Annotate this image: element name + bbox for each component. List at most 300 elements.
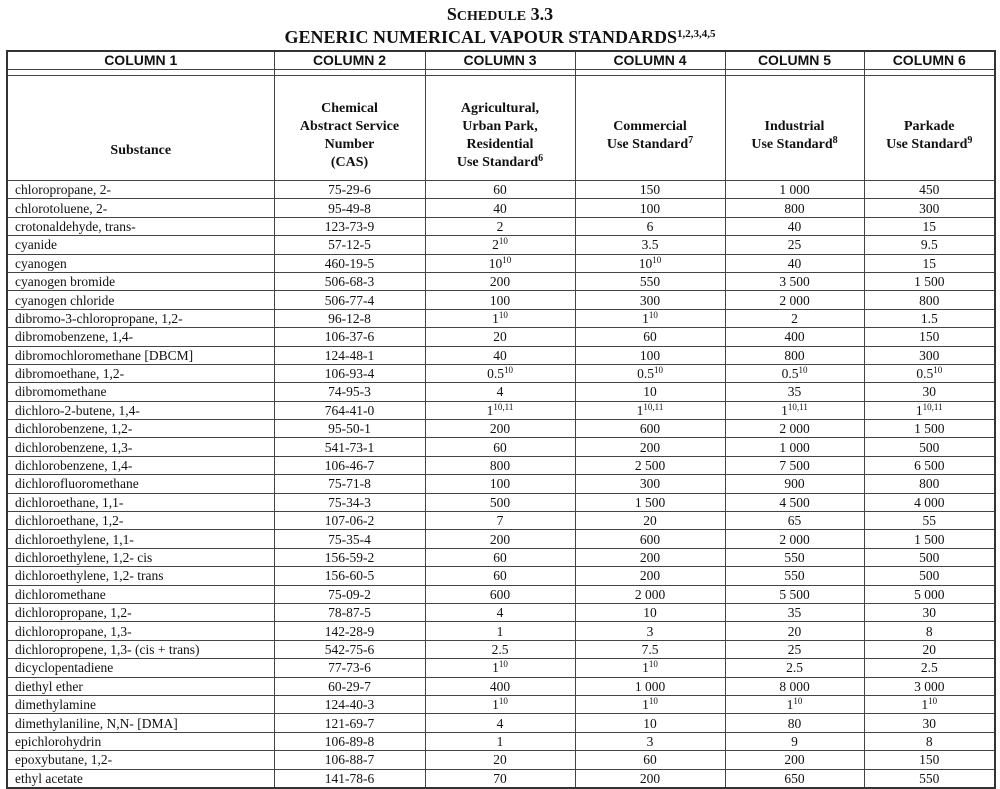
parkade-cell bbox=[864, 512, 995, 530]
industrial-cell bbox=[725, 475, 864, 493]
standard-value: 1 bbox=[636, 402, 644, 418]
cas-number-cell: 124-48-1 bbox=[274, 346, 425, 364]
standard-value: 2 500 bbox=[634, 458, 666, 474]
standard-value: 8 000 bbox=[779, 678, 810, 694]
standard-value: 10 bbox=[643, 715, 657, 731]
table-row bbox=[7, 456, 995, 474]
standard-value: 500 bbox=[489, 494, 511, 510]
cas-number-cell: 75-34-3 bbox=[274, 493, 425, 511]
cas-number-cell: 57-12-5 bbox=[274, 236, 425, 254]
standard-value: 1 bbox=[496, 733, 504, 749]
substance-cell: ethyl acetate bbox=[7, 769, 274, 788]
standard-value: 1 bbox=[496, 623, 504, 639]
industrial-cell bbox=[725, 309, 864, 327]
cas-number-cell: 74-95-3 bbox=[274, 383, 425, 401]
industrial-cell bbox=[725, 456, 864, 474]
table-row bbox=[7, 695, 995, 713]
header-line: Use Standard bbox=[456, 155, 539, 170]
vapour-standards-table bbox=[6, 50, 996, 789]
standard-value: 35 bbox=[787, 605, 802, 621]
industrial-cell bbox=[725, 346, 864, 364]
standard-value: 30 bbox=[922, 384, 936, 400]
standard-value: 40 bbox=[787, 255, 802, 271]
cas-number-cell: 124-40-3 bbox=[274, 695, 425, 713]
header-footnote: 7 bbox=[688, 135, 694, 146]
substance-cell: dichloroethylene, 1,2- trans bbox=[7, 567, 274, 585]
standard-value: 600 bbox=[639, 421, 661, 437]
agricultural-urban-residential-cell bbox=[425, 254, 575, 272]
commercial-cell bbox=[575, 420, 725, 438]
commercial-cell bbox=[575, 254, 725, 272]
standard-value: 650 bbox=[784, 770, 805, 786]
substance-cell: dichloromethane bbox=[7, 585, 274, 603]
industrial-cell bbox=[725, 438, 864, 456]
table-row bbox=[7, 475, 995, 493]
parkade-cell bbox=[864, 475, 995, 493]
substance-cell: dichloro-2-butene, 1,4- bbox=[7, 401, 274, 419]
header-line: Use Standard bbox=[751, 137, 833, 152]
value-footnote: 10 bbox=[648, 659, 658, 670]
value-footnote: 10 bbox=[502, 254, 512, 265]
industrial-cell bbox=[725, 217, 864, 235]
standard-value: 1 bbox=[781, 402, 788, 418]
standard-value: 2.5 bbox=[491, 641, 509, 657]
header-line: Abstract Service bbox=[299, 119, 400, 134]
commercial-cell bbox=[575, 585, 725, 603]
column-description-text bbox=[300, 84, 399, 172]
substance-cell: dichloroethane, 1,2- bbox=[7, 512, 274, 530]
parkade-cell bbox=[864, 291, 995, 309]
table-row bbox=[7, 659, 995, 677]
column-description-header bbox=[274, 76, 425, 181]
cas-number-cell: 541-73-1 bbox=[274, 438, 425, 456]
cas-number-cell: 107-06-2 bbox=[274, 512, 425, 530]
table-row bbox=[7, 254, 995, 272]
agricultural-urban-residential-cell bbox=[425, 585, 575, 603]
commercial-cell bbox=[575, 438, 725, 456]
table-row bbox=[7, 199, 995, 217]
agricultural-urban-residential-cell bbox=[425, 291, 575, 309]
standard-value: 4 bbox=[496, 715, 504, 731]
substance-cell: dichloropropane, 1,2- bbox=[7, 603, 274, 621]
parkade-cell bbox=[864, 493, 995, 511]
standard-value: 3 000 bbox=[914, 678, 945, 694]
header-line: Use Standard bbox=[886, 137, 968, 152]
standard-value: 300 bbox=[919, 200, 940, 216]
standard-value: 1 500 bbox=[914, 421, 945, 437]
table-row bbox=[7, 732, 995, 750]
standard-value: 1 500 bbox=[914, 274, 945, 290]
substance-cell: crotonaldehyde, trans- bbox=[7, 217, 274, 235]
standard-value: 60 bbox=[643, 752, 657, 768]
standard-value: 800 bbox=[919, 292, 940, 308]
standard-value: 1 bbox=[492, 697, 499, 713]
commercial-cell bbox=[575, 291, 725, 309]
header-line: Urban Park, bbox=[462, 119, 538, 134]
standard-value: 300 bbox=[639, 292, 661, 308]
header-line: Residential bbox=[466, 137, 534, 152]
substance-cell: dimethylaniline, N,N- [DMA] bbox=[7, 714, 274, 732]
header-line: Commercial bbox=[613, 119, 687, 134]
substance-cell: dichlorobenzene, 1,2- bbox=[7, 420, 274, 438]
header-line: Number bbox=[324, 137, 375, 152]
standard-value: 800 bbox=[784, 200, 805, 216]
header-line: Industrial bbox=[764, 119, 825, 134]
table-row bbox=[7, 181, 995, 199]
agricultural-urban-residential-cell bbox=[425, 420, 575, 438]
parkade-cell bbox=[864, 328, 995, 346]
commercial-cell bbox=[575, 199, 725, 217]
standard-value: 100 bbox=[639, 347, 661, 363]
standard-value: 30 bbox=[922, 715, 936, 731]
standard-value: 500 bbox=[919, 568, 940, 584]
standard-value: 7.5 bbox=[641, 641, 659, 657]
column-description-text bbox=[457, 84, 543, 172]
parkade-cell bbox=[864, 640, 995, 658]
substance-cell: dichlorofluoromethane bbox=[7, 475, 274, 493]
table-row bbox=[7, 328, 995, 346]
standard-value: 800 bbox=[489, 458, 511, 474]
table-row bbox=[7, 364, 995, 382]
cas-number-cell: 106-88-7 bbox=[274, 751, 425, 769]
standard-value: 3 500 bbox=[779, 274, 810, 290]
value-footnote: 10 bbox=[648, 309, 658, 320]
agricultural-urban-residential-cell bbox=[425, 328, 575, 346]
standard-value: 2 000 bbox=[634, 586, 666, 602]
standard-value: 4 500 bbox=[779, 494, 810, 510]
standard-value: 200 bbox=[489, 421, 511, 437]
table-row bbox=[7, 291, 995, 309]
standard-value: 900 bbox=[784, 476, 805, 492]
parkade-cell bbox=[864, 548, 995, 566]
parkade-cell bbox=[864, 254, 995, 272]
cas-number-cell: 106-37-6 bbox=[274, 328, 425, 346]
substance-cell: dichloropropene, 1,3- (cis + trans) bbox=[7, 640, 274, 658]
standard-value: 0.5 bbox=[487, 366, 504, 382]
commercial-cell bbox=[575, 401, 725, 419]
agricultural-urban-residential-cell bbox=[425, 309, 575, 327]
table-row bbox=[7, 346, 995, 364]
standard-value: 100 bbox=[489, 292, 511, 308]
standard-value: 70 bbox=[493, 770, 507, 786]
standard-value: 6 bbox=[646, 218, 654, 234]
industrial-cell bbox=[725, 291, 864, 309]
parkade-cell bbox=[864, 420, 995, 438]
table-row bbox=[7, 401, 995, 419]
table-row bbox=[7, 309, 995, 327]
industrial-cell bbox=[725, 585, 864, 603]
standard-value: 1.5 bbox=[920, 310, 938, 326]
standard-value: 200 bbox=[639, 550, 661, 565]
standard-value: 1 bbox=[642, 697, 649, 713]
cas-number-cell: 95-49-8 bbox=[274, 199, 425, 217]
standard-value: 100 bbox=[489, 476, 511, 492]
value-footnote: 10 bbox=[793, 696, 803, 707]
standard-value: 40 bbox=[493, 347, 507, 363]
agricultural-urban-residential-cell bbox=[425, 364, 575, 382]
column-number-header: COLUMN 4 bbox=[575, 51, 725, 70]
substance-cell: epoxybutane, 1,2- bbox=[7, 751, 274, 769]
standard-value: 4 bbox=[496, 384, 504, 400]
standard-value: 1 000 bbox=[779, 182, 810, 198]
table-row bbox=[7, 530, 995, 548]
column-description-text bbox=[607, 102, 693, 154]
agricultural-urban-residential-cell bbox=[425, 401, 575, 419]
standard-value: 1 bbox=[642, 310, 649, 326]
standard-value: 800 bbox=[784, 347, 805, 363]
standard-value: 1 bbox=[492, 310, 499, 326]
industrial-cell bbox=[725, 751, 864, 769]
value-footnote: 10 bbox=[933, 365, 943, 376]
header-footnote: 6 bbox=[538, 153, 544, 164]
standard-value: 10 bbox=[643, 384, 657, 400]
column-description-header bbox=[864, 76, 995, 181]
agricultural-urban-residential-cell bbox=[425, 438, 575, 456]
cas-number-cell: 460-19-5 bbox=[274, 254, 425, 272]
standard-value: 200 bbox=[639, 568, 661, 584]
standard-value: 5 000 bbox=[914, 586, 945, 602]
standard-value: 60 bbox=[643, 329, 657, 345]
column-number-header: COLUMN 6 bbox=[864, 51, 995, 70]
industrial-cell bbox=[725, 401, 864, 419]
agricultural-urban-residential-cell bbox=[425, 659, 575, 677]
commercial-cell bbox=[575, 309, 725, 327]
commercial-cell bbox=[575, 677, 725, 695]
standard-value: 4 bbox=[496, 605, 504, 621]
industrial-cell bbox=[725, 548, 864, 566]
parkade-cell bbox=[864, 751, 995, 769]
standard-value: 550 bbox=[639, 274, 661, 290]
agricultural-urban-residential-cell bbox=[425, 512, 575, 530]
agricultural-urban-residential-cell bbox=[425, 695, 575, 713]
column-number-header: COLUMN 1 bbox=[7, 51, 274, 70]
cas-number-cell: 60-29-7 bbox=[274, 677, 425, 695]
standard-value: 1 bbox=[492, 660, 499, 676]
industrial-cell bbox=[725, 567, 864, 585]
value-footnote: 10,11 bbox=[643, 401, 664, 412]
parkade-cell bbox=[864, 199, 995, 217]
commercial-cell bbox=[575, 732, 725, 750]
agricultural-urban-residential-cell bbox=[425, 272, 575, 290]
substance-cell: cyanogen bbox=[7, 254, 274, 272]
column-number-header: COLUMN 3 bbox=[425, 51, 575, 70]
cas-number-cell: 506-77-4 bbox=[274, 291, 425, 309]
standard-value: 9.5 bbox=[920, 237, 938, 253]
substance-cell: dichlorobenzene, 1,3- bbox=[7, 438, 274, 456]
value-footnote: 10 bbox=[648, 696, 658, 707]
standard-value: 2 bbox=[496, 218, 504, 234]
standard-value: 1 bbox=[915, 402, 923, 418]
cas-number-cell: 75-29-6 bbox=[274, 181, 425, 199]
parkade-cell bbox=[864, 364, 995, 382]
cas-number-cell: 78-87-5 bbox=[274, 603, 425, 621]
industrial-cell bbox=[725, 272, 864, 290]
standard-value: 200 bbox=[639, 439, 661, 455]
cas-number-cell: 123-73-9 bbox=[274, 217, 425, 235]
standard-value: 550 bbox=[784, 550, 805, 565]
standard-value: 1 000 bbox=[634, 678, 666, 694]
header-footnote: 8 bbox=[832, 135, 838, 146]
industrial-cell bbox=[725, 622, 864, 640]
value-footnote: 10 bbox=[503, 365, 513, 376]
commercial-cell bbox=[575, 695, 725, 713]
column-description-header bbox=[725, 76, 864, 181]
commercial-cell bbox=[575, 751, 725, 769]
parkade-cell bbox=[864, 585, 995, 603]
table-title-footnotes: 1,2,3,4,5 bbox=[677, 28, 716, 40]
value-footnote: 10 bbox=[498, 696, 508, 707]
standard-value: 600 bbox=[489, 586, 511, 602]
parkade-cell bbox=[864, 567, 995, 585]
substance-cell: chloropropane, 2- bbox=[7, 181, 274, 199]
standard-value: 3 bbox=[646, 733, 654, 749]
standard-value: 3 bbox=[646, 623, 654, 639]
standard-value: 80 bbox=[787, 715, 802, 731]
table-row bbox=[7, 603, 995, 621]
standard-value: 150 bbox=[639, 182, 661, 198]
table-body bbox=[7, 181, 995, 788]
column-description-text bbox=[110, 96, 171, 160]
standard-value: 300 bbox=[639, 476, 661, 492]
standard-value: 1 000 bbox=[779, 439, 810, 455]
standard-value: 200 bbox=[489, 274, 511, 290]
cas-number-cell: 75-09-2 bbox=[274, 585, 425, 603]
column-number-header: COLUMN 2 bbox=[274, 51, 425, 70]
standard-value: 5 500 bbox=[779, 586, 810, 602]
agricultural-urban-residential-cell bbox=[425, 640, 575, 658]
substance-cell: dicyclopentadiene bbox=[7, 659, 274, 677]
commercial-cell bbox=[575, 603, 725, 621]
commercial-cell bbox=[575, 622, 725, 640]
table-row bbox=[7, 714, 995, 732]
industrial-cell bbox=[725, 603, 864, 621]
parkade-cell bbox=[864, 714, 995, 732]
standard-value: 25 bbox=[787, 237, 802, 253]
standard-value: 40 bbox=[493, 200, 507, 216]
parkade-cell bbox=[864, 272, 995, 290]
cas-number-cell: 106-46-7 bbox=[274, 456, 425, 474]
commercial-cell bbox=[575, 328, 725, 346]
agricultural-urban-residential-cell bbox=[425, 677, 575, 695]
commercial-cell bbox=[575, 475, 725, 493]
parkade-cell bbox=[864, 456, 995, 474]
substance-cell: dibromochloromethane [DBCM] bbox=[7, 346, 274, 364]
substance-cell: dichloroethane, 1,1- bbox=[7, 493, 274, 511]
standard-value: 1 bbox=[642, 660, 649, 676]
industrial-cell bbox=[725, 732, 864, 750]
parkade-cell bbox=[864, 659, 995, 677]
standard-value: 65 bbox=[787, 513, 802, 529]
header-line: (CAS) bbox=[330, 155, 369, 170]
column-description-row bbox=[7, 76, 995, 181]
parkade-cell bbox=[864, 236, 995, 254]
parkade-cell bbox=[864, 309, 995, 327]
parkade-cell bbox=[864, 677, 995, 695]
value-footnote: 10 bbox=[653, 365, 663, 376]
cas-number-cell: 106-93-4 bbox=[274, 364, 425, 382]
standard-value: 0.5 bbox=[781, 366, 799, 382]
substance-cell: cyanogen chloride bbox=[7, 291, 274, 309]
cas-number-cell: 77-73-6 bbox=[274, 659, 425, 677]
agricultural-urban-residential-cell bbox=[425, 548, 575, 566]
commercial-cell bbox=[575, 548, 725, 566]
substance-cell: dibromomethane bbox=[7, 383, 274, 401]
value-footnote: 10 bbox=[652, 254, 662, 265]
agricultural-urban-residential-cell bbox=[425, 383, 575, 401]
column-number-header: COLUMN 5 bbox=[725, 51, 864, 70]
cas-number-cell: 75-35-4 bbox=[274, 530, 425, 548]
substance-cell: dichloropropane, 1,3- bbox=[7, 622, 274, 640]
table-row bbox=[7, 640, 995, 658]
standard-value: 600 bbox=[639, 531, 661, 547]
table-row bbox=[7, 272, 995, 290]
substance-cell: cyanogen bromide bbox=[7, 272, 274, 290]
header-line: Use Standard bbox=[606, 137, 689, 152]
agricultural-urban-residential-cell bbox=[425, 567, 575, 585]
value-footnote: 10 bbox=[928, 696, 938, 707]
agricultural-urban-residential-cell bbox=[425, 530, 575, 548]
commercial-cell bbox=[575, 659, 725, 677]
standard-value: 200 bbox=[784, 752, 805, 768]
table-row bbox=[7, 493, 995, 511]
agricultural-urban-residential-cell bbox=[425, 199, 575, 217]
value-footnote: 10 bbox=[498, 659, 508, 670]
cas-number-cell: 141-78-6 bbox=[274, 769, 425, 788]
cas-number-cell: 106-89-8 bbox=[274, 732, 425, 750]
standard-value: 10 bbox=[643, 605, 657, 621]
standard-value: 9 bbox=[791, 733, 798, 749]
cas-number-cell: 542-75-6 bbox=[274, 640, 425, 658]
cas-number-cell: 764-41-0 bbox=[274, 401, 425, 419]
value-footnote: 10,11 bbox=[922, 401, 943, 412]
cas-number-cell: 75-71-8 bbox=[274, 475, 425, 493]
standard-value: 100 bbox=[639, 200, 661, 216]
standard-value: 60 bbox=[493, 439, 507, 455]
cas-number-cell: 96-12-8 bbox=[274, 309, 425, 327]
standard-value: 200 bbox=[639, 770, 661, 786]
industrial-cell bbox=[725, 512, 864, 530]
industrial-cell bbox=[725, 364, 864, 382]
standard-value: 20 bbox=[787, 623, 802, 639]
standard-value: 20 bbox=[922, 641, 936, 657]
standard-value: 8 bbox=[925, 623, 933, 639]
agricultural-urban-residential-cell bbox=[425, 603, 575, 621]
standard-value: 60 bbox=[493, 568, 507, 584]
commercial-cell bbox=[575, 769, 725, 788]
parkade-cell bbox=[864, 401, 995, 419]
commercial-cell bbox=[575, 346, 725, 364]
industrial-cell bbox=[725, 769, 864, 788]
parkade-cell bbox=[864, 181, 995, 199]
column-number-row bbox=[7, 51, 995, 70]
cas-number-cell: 121-69-7 bbox=[274, 714, 425, 732]
standard-value: 7 bbox=[496, 513, 504, 529]
standard-value: 30 bbox=[922, 605, 936, 621]
industrial-cell bbox=[725, 530, 864, 548]
standard-value: 2 000 bbox=[779, 421, 810, 437]
industrial-cell bbox=[725, 677, 864, 695]
header-line: Parkade bbox=[903, 119, 955, 134]
industrial-cell bbox=[725, 695, 864, 713]
industrial-cell bbox=[725, 199, 864, 217]
standard-value: 15 bbox=[922, 218, 936, 234]
standard-value: 55 bbox=[922, 513, 936, 529]
agricultural-urban-residential-cell bbox=[425, 493, 575, 511]
standard-value: 200 bbox=[489, 531, 511, 547]
industrial-cell bbox=[725, 640, 864, 658]
schedule-word: CHEDULE bbox=[456, 9, 527, 24]
standard-value: 60 bbox=[493, 182, 507, 198]
